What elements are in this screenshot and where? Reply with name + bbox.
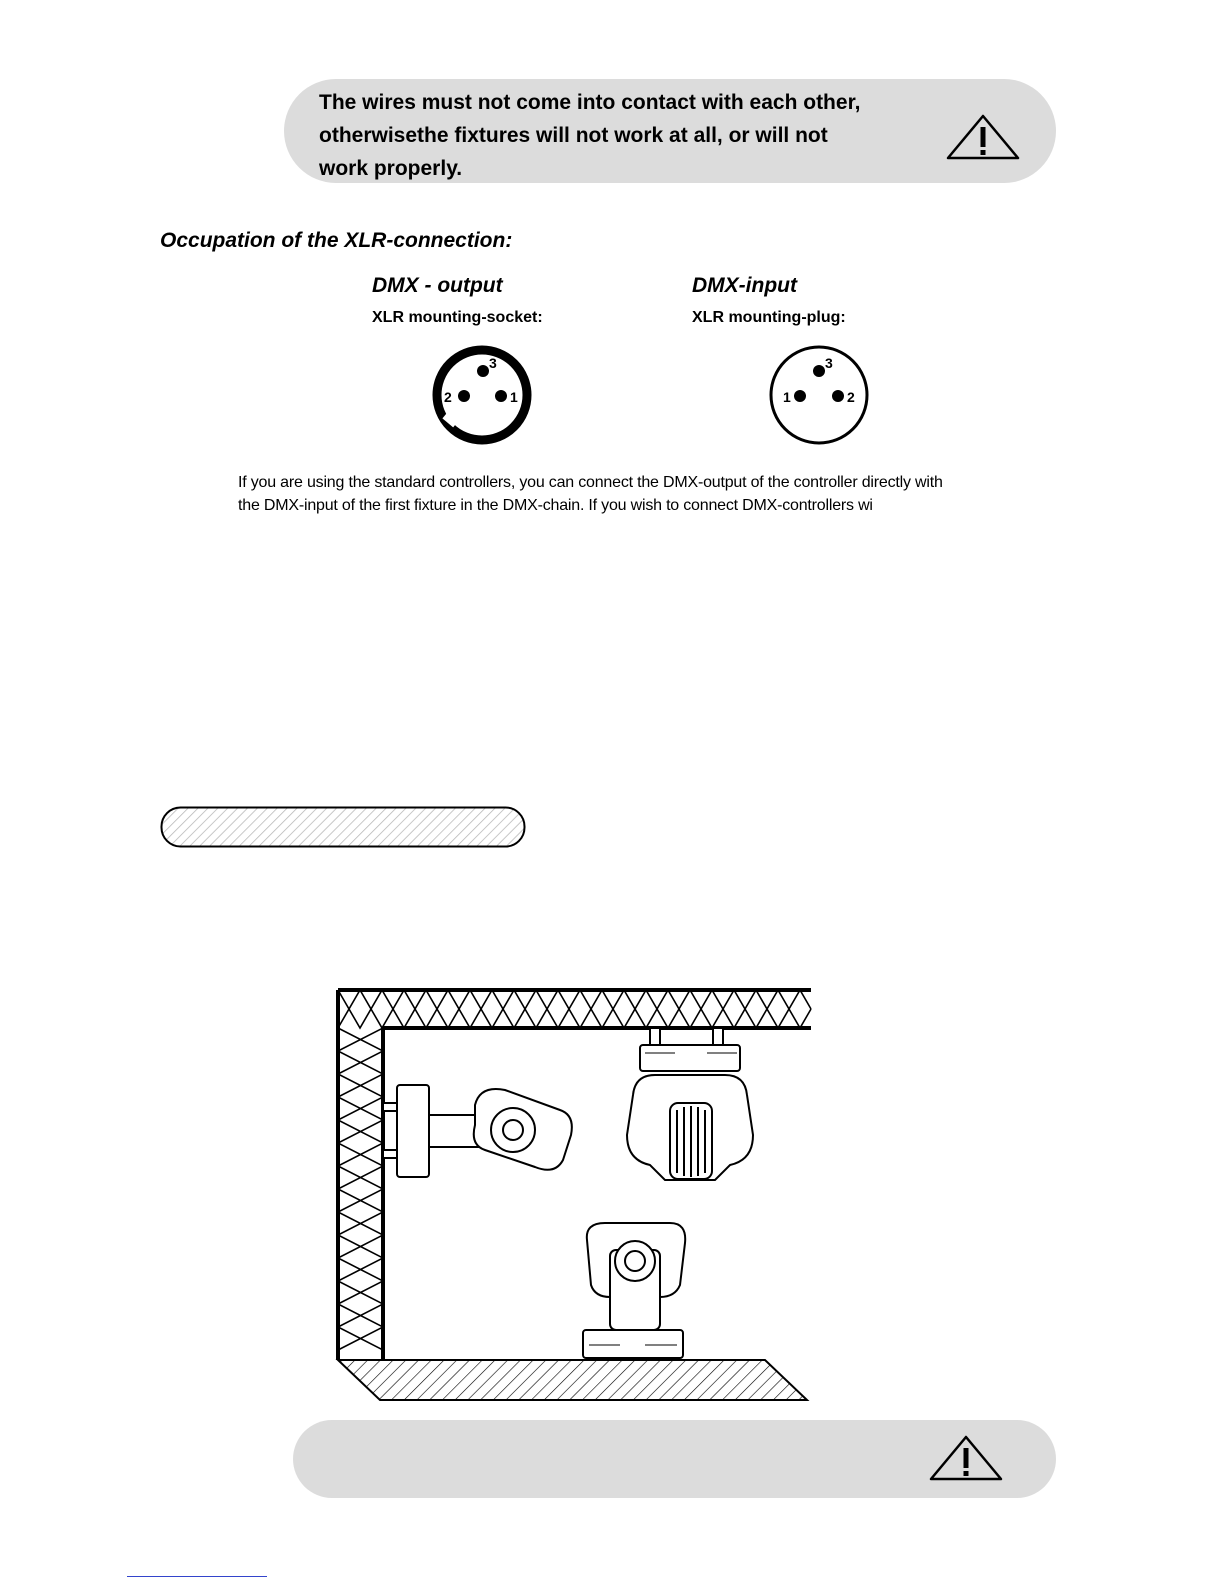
plug-pin-2: 2: [847, 389, 855, 405]
ceiling-truss: [338, 990, 811, 1028]
xlr-socket-diagram: [430, 343, 536, 449]
installation-illustration: [335, 985, 815, 1405]
warning-line-3: work properly.: [319, 157, 463, 180]
dmx-input-subtitle: XLR mounting-plug:: [692, 309, 846, 326]
wall-truss: [338, 990, 383, 1360]
socket-pin-2: 2: [444, 389, 452, 405]
plug-pin-3: 3: [825, 355, 833, 371]
warning-text: [319, 86, 919, 185]
dmx-input-title: DMX-input: [692, 274, 797, 297]
socket-pin-3: 3: [489, 355, 497, 371]
section-title: Occupation of the XLR-connection:: [160, 229, 513, 252]
xlr-plug-diagram: [766, 343, 872, 449]
warning-triangle-icon: [928, 1434, 1004, 1482]
floor-fixture: [583, 1223, 685, 1358]
wall-fixture: [383, 1085, 572, 1177]
dmx-output-subtitle: XLR mounting-socket:: [372, 309, 543, 326]
plug-pin-1: 1: [783, 389, 791, 405]
body-line-1: If you are using the standard controllers, you can connect the DMX-output of the controller directly with: [238, 474, 943, 491]
warning-line-2: otherwisethe fixtures will not work at all, or will not: [319, 124, 828, 147]
body-line-2: the DMX-input of the first fixture in the DMX-chain. If you wish to connect DMX-controllers wi: [238, 497, 873, 514]
footer-rule: [127, 1576, 267, 1577]
section-heading-bar: [160, 806, 526, 848]
warning-line-1: The wires must not come into contact with each other,: [319, 91, 861, 114]
socket-pin-1: 1: [510, 389, 518, 405]
dmx-output-title: DMX - output: [372, 274, 503, 297]
ceiling-fixture: [627, 1028, 753, 1180]
warning-triangle-icon: [945, 113, 1021, 161]
floor: [338, 1360, 807, 1400]
body-paragraph: [238, 471, 1068, 517]
